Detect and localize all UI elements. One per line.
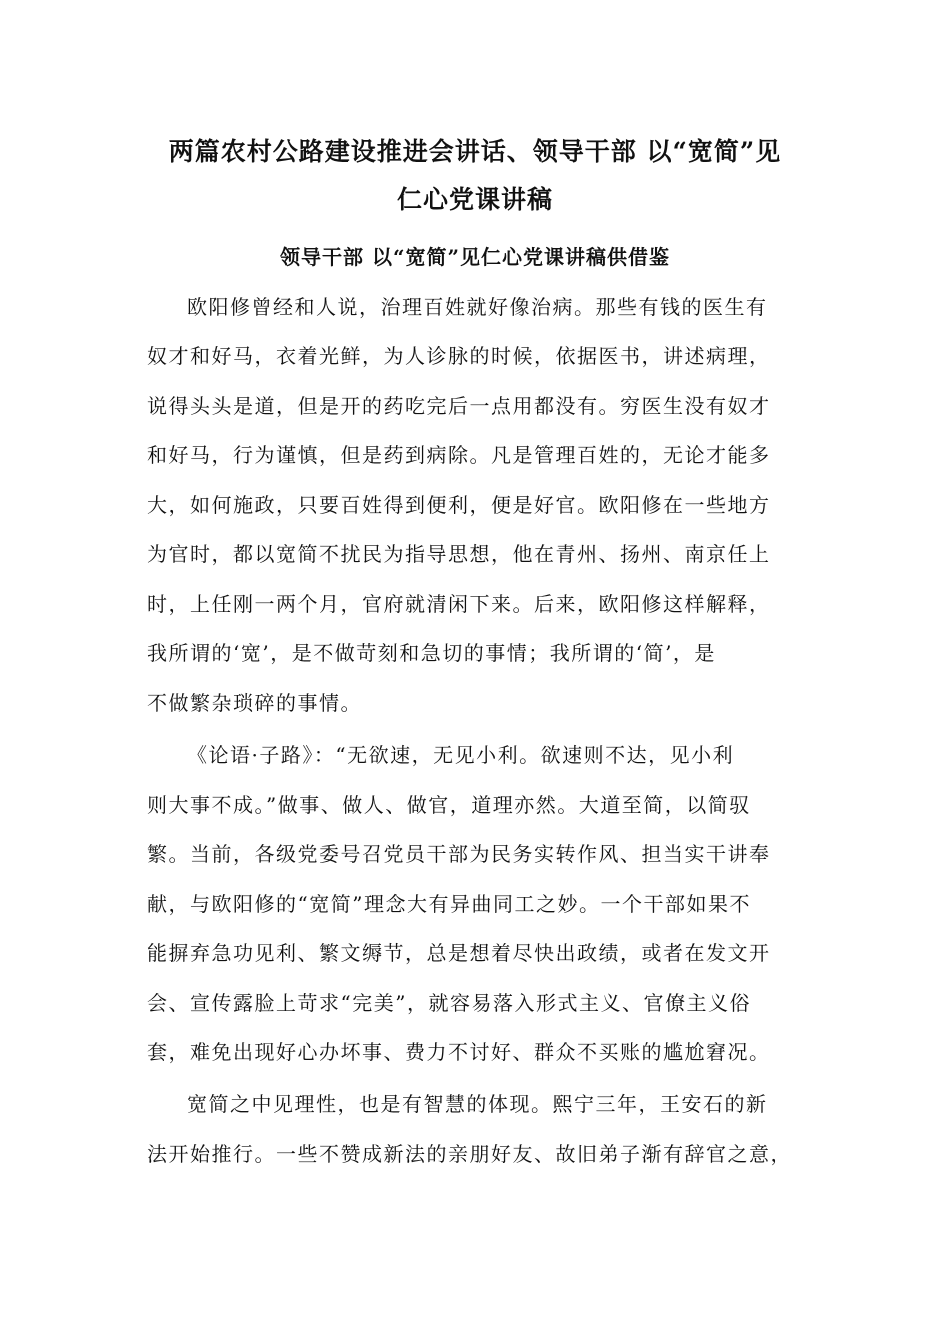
paragraph-1-line-7: 时，上任刚一两个月，官府就清闲下来。后来，欧阳修这样解释， (147, 592, 771, 616)
paragraph-3-line-2: 法开始推行。一些不赞成新法的亲朋好友、故旧弟子渐有辞官之意， (147, 1142, 792, 1166)
paragraph-1-line-6: 为官时，都以宽简不扰民为指导思想，他在青州、扬州、南京任上 (147, 542, 771, 566)
document-subtitle: 领导干部 以“宽简”见仁心党课讲稿供借鉴 (280, 245, 670, 269)
paragraph-1-line-9: 不做繁杂琐碎的事情。 (147, 691, 362, 715)
paragraph-3-line-1: 宽简之中见理性，也是有智慧的体现。熙宁三年，王安石的新 (187, 1092, 768, 1116)
paragraph-2-line-1: 《论语·子路》：“无欲速，无见小利。欲速则不达，见小利 (187, 743, 735, 767)
paragraph-1-line-8: 我所谓的‘宽’，是不做苛刻和急切的事情；我所谓的‘简’，是 (147, 641, 716, 665)
paragraph-1-line-5: 大，如何施政，只要百姓得到便利，便是好官。欧阳修在一些地方 (147, 493, 771, 517)
document-title-line-2: 仁心党课讲稿 (396, 185, 553, 214)
paragraph-2-line-4: 献，与欧阳修的“宽简”理念大有异曲同工之妙。一个干部如果不 (147, 892, 751, 916)
paragraph-2-line-2: 则大事不成。”做事、做人、做官，道理亦然。大道至简，以简驭 (147, 793, 751, 817)
paragraph-2-line-3: 繁。当前，各级党委号召党员干部为民务实转作风、担当实干讲奉 (147, 842, 771, 866)
paragraph-1-line-2: 奴才和好马，衣着光鲜，为人诊脉的时候，依据医书，讲述病理， (147, 344, 771, 368)
paragraph-2-line-7: 套，难免出现好心办坏事、费力不讨好、群众不买账的尴尬窘况。 (147, 1040, 771, 1064)
paragraph-2-line-5: 能摒弃急功见利、繁文缛节，总是想着尽快出政绩，或者在发文开 (147, 941, 771, 965)
document-title-line-1: 两篇农村公路建设推进会讲话、领导干部 以“宽简”见 (168, 137, 782, 166)
paragraph-2-line-6: 会、宣传露脸上苛求“完美”，就容易落入形式主义、官僚主义俗 (147, 991, 751, 1015)
paragraph-1-line-3: 说得头头是道，但是开的药吃完后一点用都没有。穷医生没有奴才 (147, 394, 771, 418)
paragraph-1-line-4: 和好马，行为谨慎，但是药到病除。凡是管理百姓的，无论才能多 (147, 443, 771, 467)
paragraph-1-line-1: 欧阳修曾经和人说，治理百姓就好像治病。那些有钱的医生有 (187, 295, 768, 319)
